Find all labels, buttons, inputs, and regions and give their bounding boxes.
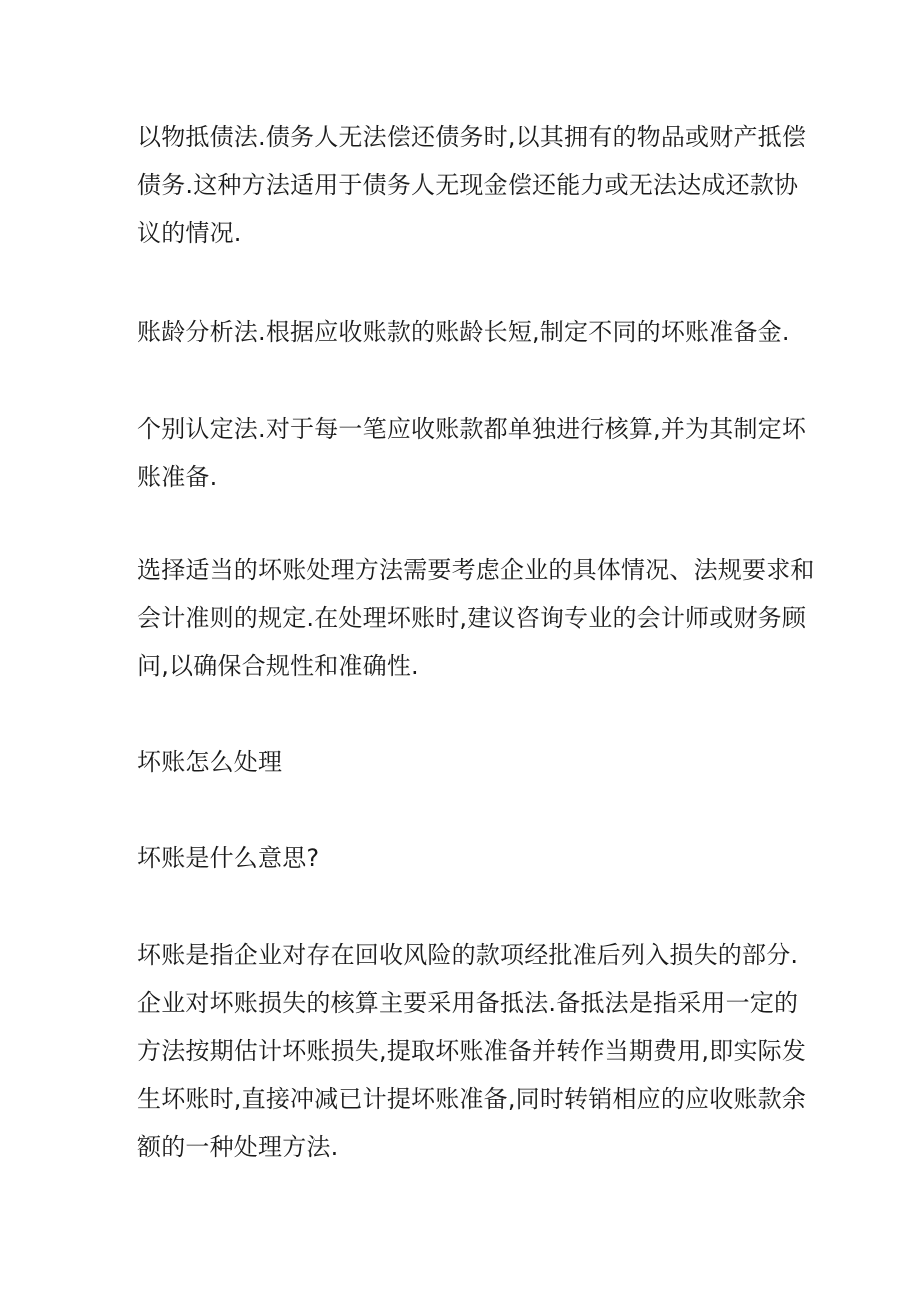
- text-line: 个别认定法.对于每一笔应收账款都单独进行核算,并为其制定坏: [137, 415, 807, 443]
- text-line: 坏账是指企业对存在回收风险的款项经批准后列入损失的部分.: [137, 941, 799, 969]
- paragraph-individual-method: [137, 405, 807, 501]
- text-line: 以物抵债法.债务人无法偿还债务时,以其拥有的物品或财产抵偿: [137, 123, 807, 151]
- text-line: 账龄分析法.根据应收账款的账龄长短,制定不同的坏账准备金.: [137, 318, 790, 346]
- text-line: 账准备.: [137, 463, 218, 491]
- heading-bad-debt-handling: [137, 738, 787, 786]
- text-line: 企业对坏账损失的核算主要采用备抵法.备抵法是指采用一定的: [137, 989, 799, 1017]
- paragraph-definition: [137, 931, 807, 1171]
- heading-text: 坏账是什么意思?: [137, 844, 320, 872]
- paragraph-selection-advice: [137, 546, 815, 690]
- paragraph-offset-method: [137, 113, 807, 257]
- text-line: 生坏账时,直接冲减已计提坏账准备,同时转销相应的应收账款余: [137, 1085, 807, 1113]
- heading-text: 坏账怎么处理: [137, 748, 283, 776]
- text-line: 议的情况.: [137, 219, 242, 247]
- text-line: 会计准则的规定.在处理坏账时,建议咨询专业的会计师或财务顾: [137, 604, 807, 632]
- text-line: 额的一种处理方法.: [137, 1133, 339, 1161]
- text-line: 债务.这种方法适用于债务人无现金偿还能力或无法达成还款协: [137, 171, 799, 199]
- text-line: 选择适当的坏账处理方法需要考虑企业的具体情况、法规要求和: [137, 556, 815, 584]
- text-line: 问,以确保合规性和准确性.: [137, 652, 419, 680]
- text-line: 方法按期估计坏账损失,提取坏账准备并转作当期费用,即实际发: [137, 1037, 807, 1065]
- heading-bad-debt-meaning: [137, 834, 787, 882]
- paragraph-aging-method: [137, 308, 790, 356]
